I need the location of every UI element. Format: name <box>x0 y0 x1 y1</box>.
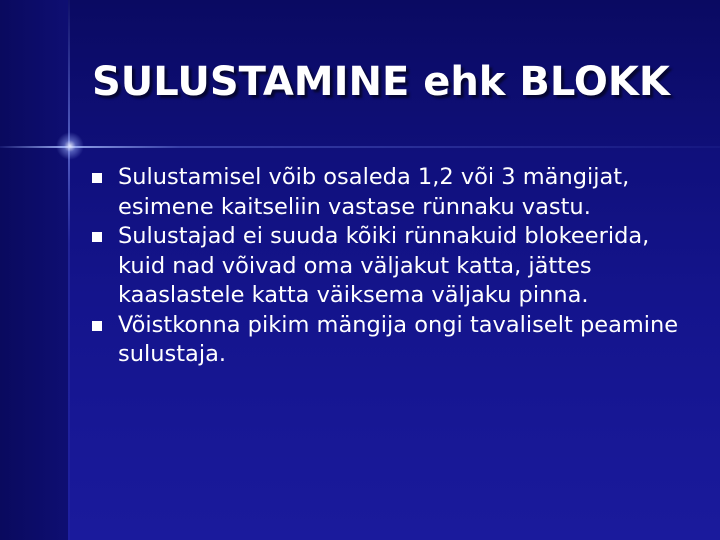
square-bullet-icon <box>92 173 102 183</box>
slide-title: SULUSTAMINE ehk BLOKK <box>92 59 670 105</box>
light-flare-decoration <box>56 132 84 160</box>
bullet-item-1 <box>92 163 692 222</box>
bullet-text: Sulustajad ei suuda kõiki rünnakuid blokeerida, kuid nad võivad oma väljakut katta, jättes kaaslastele katta väiksema väljaku pinna. <box>118 223 650 308</box>
horizontal-accent-line <box>0 146 720 148</box>
square-bullet-icon <box>92 232 102 242</box>
bullet-list <box>92 163 692 370</box>
bullet-item-3 <box>92 311 692 370</box>
bullet-item-2 <box>92 222 692 311</box>
bullet-text: Võistkonna pikim mängija ongi tavaliselt peamine sulustaja. <box>118 311 679 367</box>
left-accent-band <box>0 0 68 540</box>
vertical-accent-line <box>68 0 70 540</box>
square-bullet-icon <box>92 321 102 331</box>
bullet-text: Sulustamisel võib osaleda 1,2 või 3 mängijat, esimene kaitseliin vastase rünnaku vastu. <box>118 164 630 220</box>
